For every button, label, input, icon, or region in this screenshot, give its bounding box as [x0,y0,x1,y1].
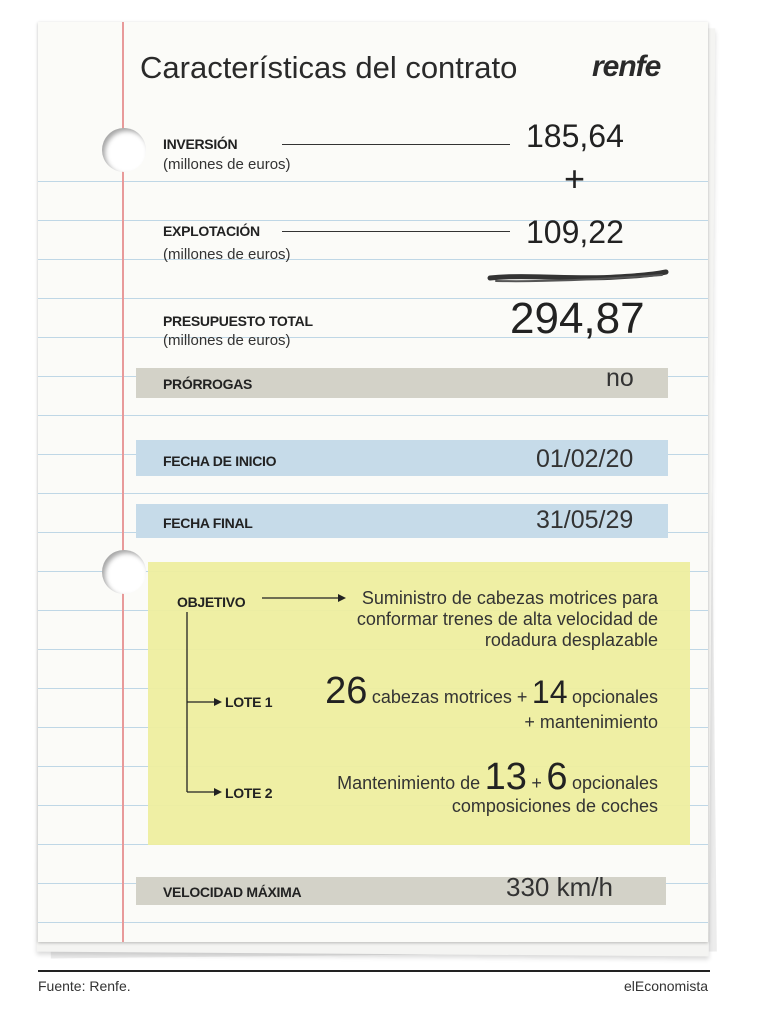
footer-divider [38,970,710,972]
lote2-num-13: 13 [484,756,527,798]
lote2-text-opcionales: opcionales [571,773,658,793]
explotacion-value: 109,22 [526,214,624,250]
fecha-final-value: 31/05/29 [536,506,634,534]
inversion-unit: (millones de euros) [163,156,291,173]
lote2-num-6: 6 [546,756,568,798]
fecha-inicio-value: 01/02/20 [536,445,634,473]
lote1-num-cabezas: 26 [325,670,368,712]
explotacion-unit: (millones de euros) [163,246,291,263]
footer-brand: elEconomista [623,978,708,994]
velocidad-label: VELOCIDAD MÁXIMA [163,884,302,900]
sum-underline-stroke [486,266,670,288]
presupuesto-unit: (millones de euros) [163,332,291,349]
fecha-inicio-label: FECHA DE INICIO [163,453,277,469]
inversion-label: INVERSIÓN [163,136,238,152]
lote1-text-cabezas: cabezas motrices + [371,687,528,707]
lote2-plus: + [531,773,542,793]
velocidad-value: 330 km/h [506,872,613,902]
presupuesto-value: 294,87 [510,294,645,343]
lote2-line-2: composiciones de coches [451,796,658,816]
lote1-line-2: + mantenimiento [524,712,658,732]
lote1-label: LOTE 1 [225,694,273,710]
objetivo-line-1: Suministro de cabezas motrices para [361,588,658,608]
objetivo-label: OBJETIVO [177,594,246,610]
lote2-text-mantenimiento: Mantenimiento de [337,773,481,793]
lote1-num-opcionales: 14 [531,674,568,710]
renfe-logo: renfe [592,50,661,83]
objetivo-description [328,588,658,651]
prorrogas-label: PRÓRROGAS [163,376,253,392]
footer-source: Fuente: Renfe. [38,978,131,994]
explotacion-label: EXPLOTACIÓN [163,223,260,239]
punch-hole-bottom [102,550,146,594]
inversion-value: 185,64 [526,118,624,154]
punch-hole-top [102,128,146,172]
lote1-line-1 [314,670,658,713]
lote2-label: LOTE 2 [225,785,273,801]
explotacion-leader-line [282,231,510,232]
plus-sign: + [564,158,586,199]
fecha-final-label: FECHA FINAL [163,515,253,531]
notebook-page [38,22,708,942]
presupuesto-label: PRESUPUESTO TOTAL [163,313,313,329]
prorrogas-value: no [606,364,634,392]
lote2-line-1 [314,756,658,799]
objetivo-line-3: rodadura desplazable [484,630,658,650]
objetivo-line-2: conformar trenes de alta velocidad de [356,609,658,629]
lote1-text-opcionales: opcionales [571,687,658,707]
inversion-leader-line [282,144,510,145]
page-title: Características del contrato [140,50,518,85]
